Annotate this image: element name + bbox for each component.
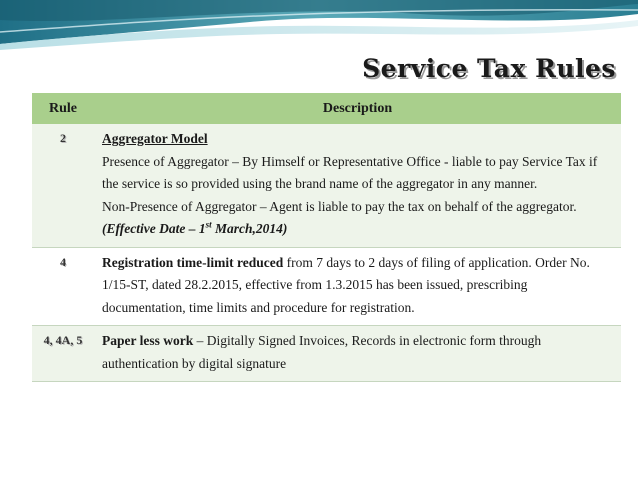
rule-text: – Digitally Signed Invoices, Records in electronic form through authentication by digital signature — [102, 333, 542, 371]
table-row — [32, 326, 621, 382]
rule-number: 4 — [60, 254, 66, 269]
page-title: Service Tax Rules — [362, 54, 616, 83]
rule-text: Non-Presence of Aggregator – Agent is liable to pay the tax on behalf of the aggregator. — [102, 198, 577, 214]
rule-heading: Paper less work — [102, 333, 194, 348]
rule-heading: Aggregator Model — [102, 131, 208, 146]
rule-description — [94, 247, 621, 326]
rules-table — [32, 93, 621, 382]
rule-description — [94, 326, 621, 382]
rule-text: Presence of Aggregator – By Himself or Representative Office - liable to pay Service Tax if the service is so provided using the brand name of the aggregator in any manner. — [102, 153, 598, 191]
rule-number: 2 — [60, 131, 66, 145]
rule-heading: Registration time-limit reduced — [102, 254, 284, 270]
rule-text: from 7 days to 2 days of filing of application. Order No. 1/15-ST, dated 28.2.2015, effective from 1.3.2015 has been issued, prescribing documentation, time limits and procedure for registration. — [102, 254, 590, 315]
rule-description — [94, 124, 621, 247]
rule-number: 4, 4A, 5 — [43, 333, 83, 347]
table-header-row — [32, 93, 621, 124]
effective-date: (Effective Date – 1st March,2014) — [102, 219, 288, 236]
table-row — [32, 247, 621, 326]
header-banner — [0, 0, 638, 52]
table-row — [32, 124, 621, 247]
rule-column-header: Rule — [49, 100, 77, 116]
description-column-header: Description — [322, 100, 393, 116]
